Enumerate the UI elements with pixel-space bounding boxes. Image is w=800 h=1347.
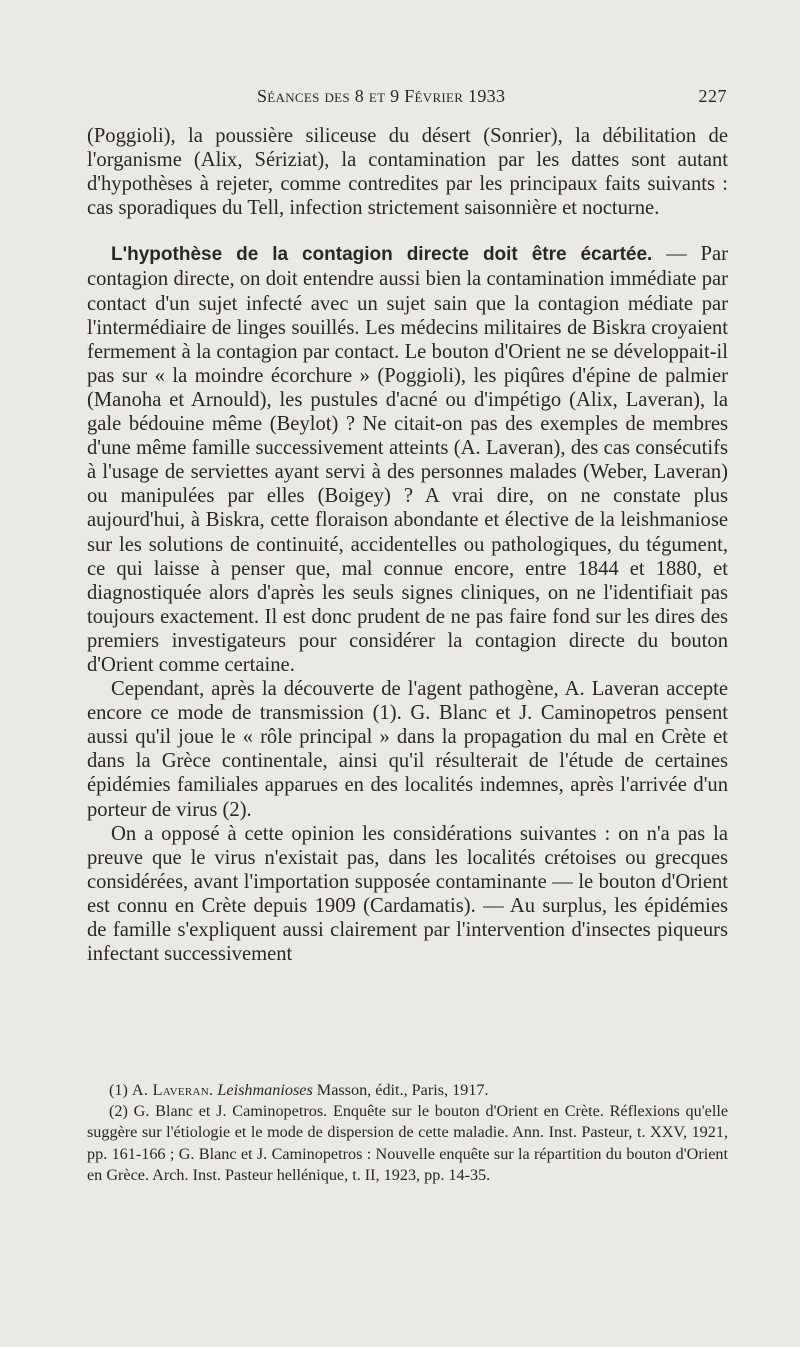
footnote-2 bbox=[87, 1101, 728, 1186]
footnote-1-title: Leishmanioses bbox=[217, 1081, 313, 1099]
footnote-1 bbox=[87, 1080, 728, 1101]
footnote-1-rest: Masson, édit., Paris, 1917. bbox=[312, 1081, 489, 1099]
body-text bbox=[87, 124, 728, 966]
page-number: 227 bbox=[698, 86, 727, 106]
paragraph-1: (Poggioli), la poussière siliceuse du désert (Sonrier), la débilitation de l'organisme (Alix, Sériziat), la contamination par les dattes sont autant d'hypothèses à rejeter, comme contredites par les principaux faits suivants : cas sporadiques du Tell, infection strictement saisonnière et nocturne. bbox=[87, 125, 728, 220]
running-header bbox=[87, 86, 727, 112]
running-title: Séances des 8 et 9 Février 1933 bbox=[257, 86, 506, 106]
footnote-2-marker: (2) bbox=[109, 1102, 128, 1121]
paragraph-3: Cependant, après la découverte de l'agent pathogène, A. Laveran accepte encore ce mode de transmission (1). G. Blanc et J. Caminopetros pensent aussi qu'il joue le « rôle principal » dans la propagation du mal en Crète et dans la Grèce continentale, ainsi qu'il résulterait de l'étude de certaines épidémies familiales apparues en des localités indemnes, après l'arrivée d'un porteur de virus (2). bbox=[87, 678, 728, 821]
paragraph-2-text: — Par contagion directe, on doit entendre aussi bien la contamination immédiate par contact d'un sujet infecté avec un sujet sain que la contagion médiate par l'intermédiaire de linges souillés. Les médecins militaires de Biskra croyaient fermement à la contagion par contact. Le bouton d'Orient ne se développait-il pas sur « la moindre écorchure » (Poggioli), les piqûres d'épine de palmier (Manoha et Arnould), les pustules d'acné ou d'impétigo (Alix, Laveran), la gale bédouine même (Beylot) ? Ne citait-on pas des exemples de membres d'une même famille successivement atteints (A. Laveran), des cas consécutifs à l'usage de serviettes ayant servi à des personnes malades (Weber, Laveran) ou manipulées par elles (Boigey) ? A vrai dire, on ne constate plus aujourd'hui, à Biskra, cette floraison abondante et élective de la leishmaniose sur les solutions de continuité, accidentelles ou pathologiques, du tégument, ce qui laisse à penser que, mal connue encore, entre 1844 et 1880, et diagnostiquée alors d'après les seuls signes cliniques, on ne l'identifiait pas toujours exactement. Il est donc prudent de ne pas faire fond sur les dires des premiers investigateurs pour considérer la contagion directe du bouton d'Orient comme certaine. bbox=[87, 243, 728, 676]
footnotes bbox=[87, 1080, 728, 1186]
footnote-2-text: G. Blanc et J. Caminopetros. Enquête sur le bouton d'Orient en Crète. Réflexions qu'elle suggère sur l'étiologie et le mode de dispersion de cette maladie. Ann. Inst. Pasteur, t. XXV, 1921, pp. 161-166 ; G. Blanc et J. Caminopetros : Nouvelle enquête sur la répartition du bouton d'Orient en Grèce. Arch. Inst. Pasteur hellénique, t. II, 1923, pp. 14-35. bbox=[87, 1102, 728, 1184]
footnote-1-marker: (1) bbox=[109, 1081, 128, 1099]
section-lead: L'hypothèse de la contagion directe doit être écartée. bbox=[111, 244, 653, 266]
footnote-1-author: A. Laveran. bbox=[131, 1081, 214, 1099]
paragraph-2 bbox=[87, 242, 728, 677]
paragraph-4: On a opposé à cette opinion les considérations suivantes : on n'a pas la preuve que le virus n'existait pas, dans les localités crétoises ou grecques considérées, avant l'importation supposée contaminante — le bouton d'Orient est connu en Crète depuis 1909 (Cardamatis). — Au surplus, les épidémies de famille s'expliquent aussi clairement par l'intervention d'insectes piqueurs infectant successivement bbox=[87, 822, 728, 966]
